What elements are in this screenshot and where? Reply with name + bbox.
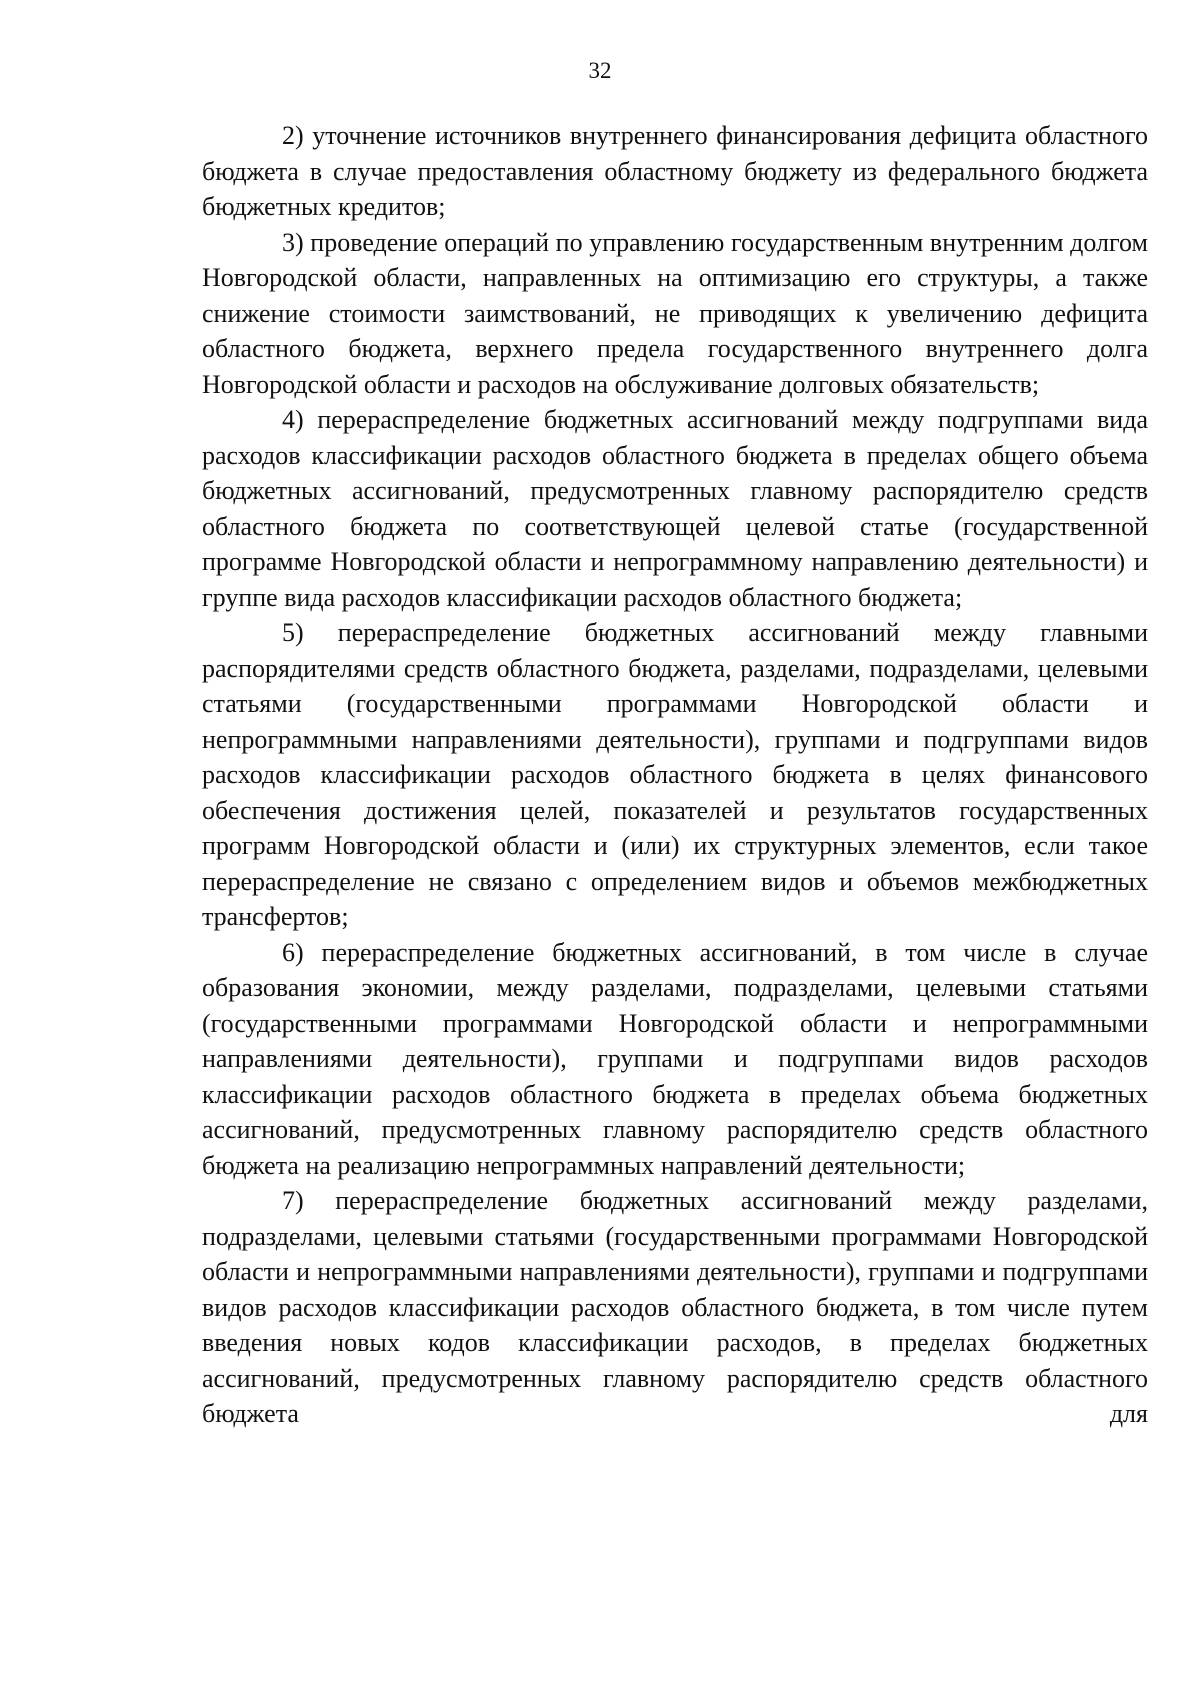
paragraph-item-5: 5) перераспределение бюджетных ассигнований между главными распорядителями средств областного бюджета, разделами, подразделами, целевыми статьями (государственными программами Новгородской области и непрограммными направлениями деятельности), группами и подгруппами видов расходов классификации расходов областного бюджета в целях финансового обеспечения достижения целей, показателей и результатов государственных программ Новгородской области и (или) их структурных элементов, если такое перераспределение не связано с определением видов и объемов межбюджетных трансфертов; <box>202 618 1148 931</box>
paragraph-item-2: 2) уточнение источников внутреннего финансирования дефицита областного бюджета в случае предоставления областному бюджету из федерального бюджета бюджетных кредитов; <box>202 121 1148 221</box>
paragraph-item-3: 3) проведение операций по управлению государственным внутренним долгом Новгородской области, направленных на оптимизацию его структуры, а также снижение стоимости заимствований, не приводящих к увеличению дефицита областного бюджета, верхнего предела государственного внутреннего долга Новгородской области и расходов на обслуживание долговых обязательств; <box>202 227 1148 399</box>
page-number: 32 <box>588 58 612 83</box>
paragraph-item-7: 7) перераспределение бюджетных ассигнований между разделами, подразделами, целевыми статьями (государственными программами Новгородской области и непрограммными направлениями деятельности), группами и подгруппами видов расходов классификации расходов областного бюджета, в том числе путем введения новых кодов классификации расходов, в пределах бюджетных ассигнований, предусмотренных главному распорядителю средств областного бюджета для <box>202 1186 1148 1428</box>
paragraph-item-4: 4) перераспределение бюджетных ассигнований между подгруппами вида расходов классификации расходов областного бюджета в пределах общего объема бюджетных ассигнований, предусмотренных главному распорядителю средств областного бюджета по соответствующей целевой статье (государственной программе Новгородской области и непрограммному направлению деятельности) и группе вида расходов классификации расходов областного бюджета; <box>202 405 1148 612</box>
paragraph-item-6: 6) перераспределение бюджетных ассигнований, в том числе в случае образования экономии, между разделами, подразделами, целевыми статьями (государственными программами Новгородской области и непрограммными направлениями деятельности), группами и подгруппами видов расходов классификации расходов областного бюджета в пределах объема бюджетных ассигнований, предусмотренных главному распорядителю средств областного бюджета на реализацию непрограммных направлений деятельности; <box>202 937 1148 1180</box>
document-body <box>202 118 1148 1432</box>
